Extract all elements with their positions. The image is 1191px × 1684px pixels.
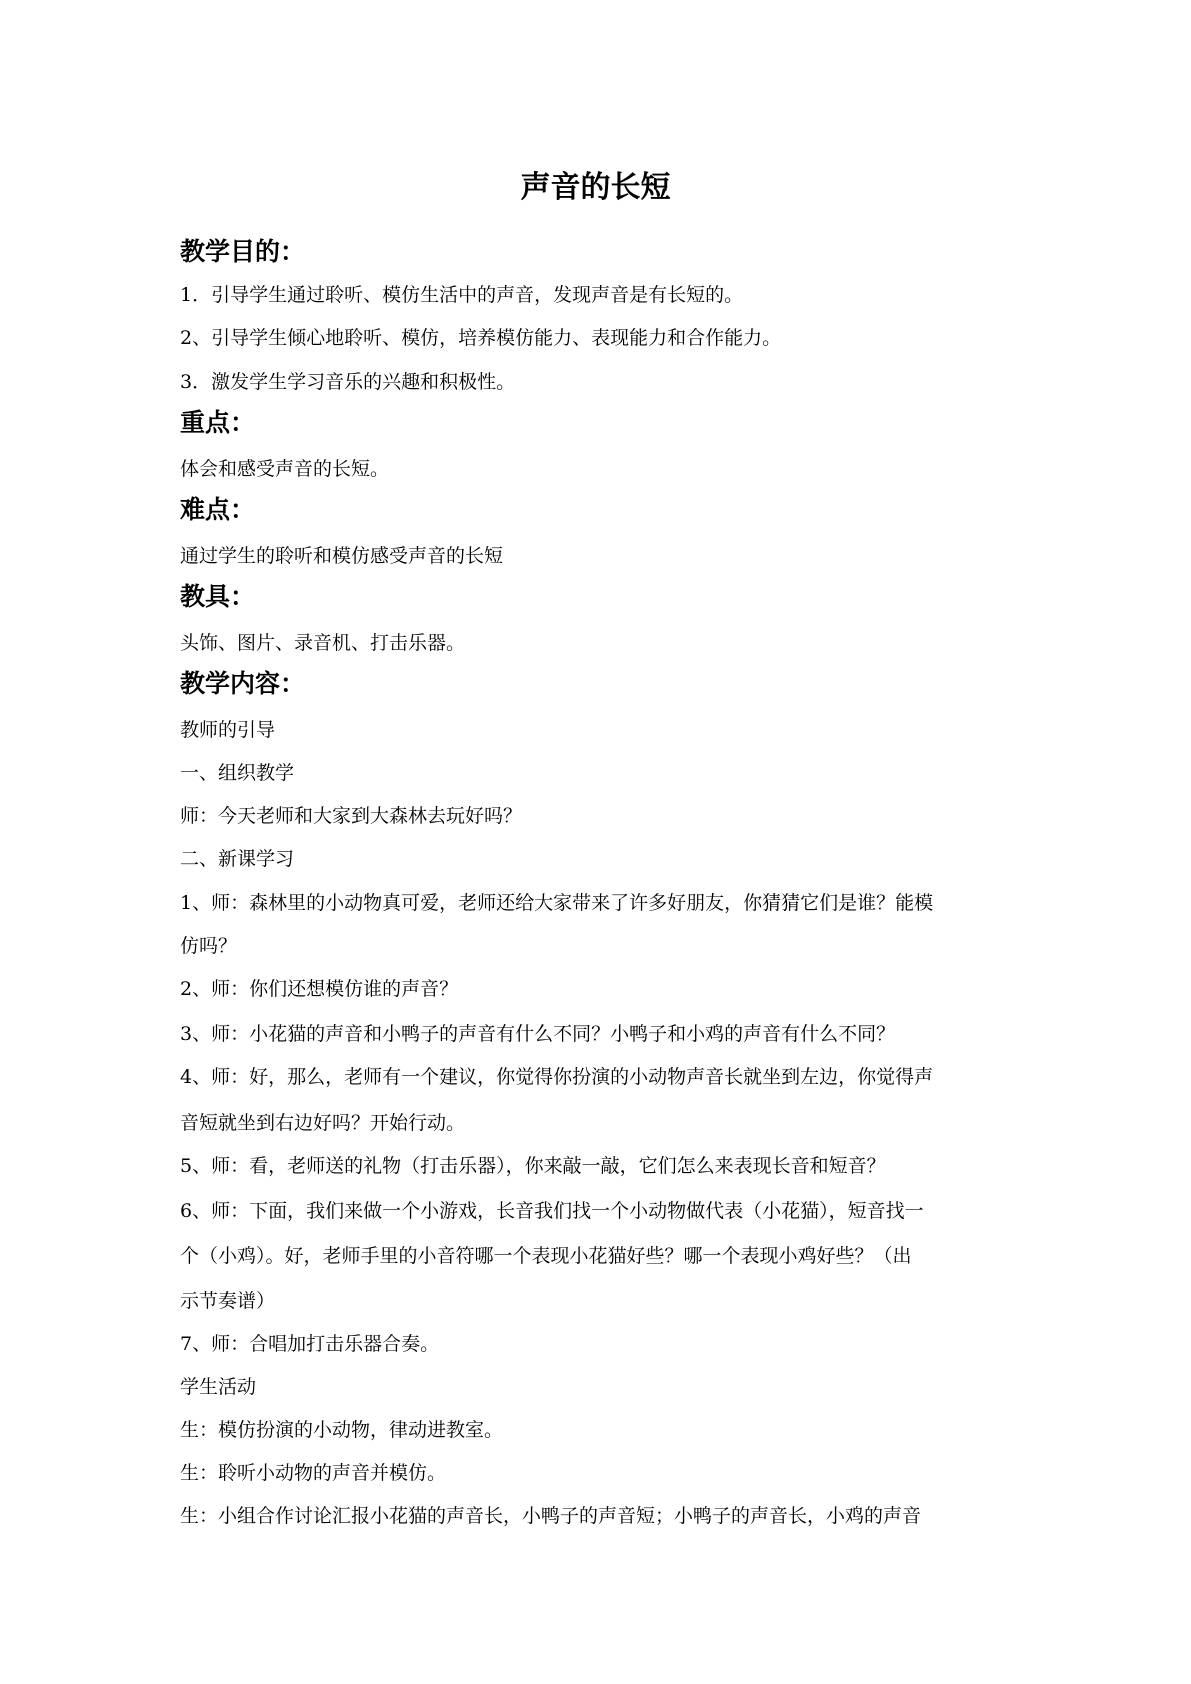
- content-line: 2、师：你们还想模仿谁的声音？: [180, 978, 459, 1000]
- objective-item-2: 2、引导学生倾心地聆听、模仿，培养模仿能力、表现能力和合作能力。: [180, 327, 782, 349]
- content-line: 学生活动: [180, 1376, 257, 1398]
- document-title: 声音的长短: [520, 170, 671, 205]
- content-line: 5、师：看，老师送的礼物（打击乐器），你来敲一敲，它们怎么来表现长音和短音？: [180, 1155, 886, 1177]
- content-line: 师：今天老师和大家到大森林去玩好吗？: [180, 805, 523, 827]
- content-line: 生：小组合作讨论汇报小花猫的声音长，小鸭子的声音短；小鸭子的声音长，小鸡的声音: [180, 1505, 922, 1527]
- content-line: 6、师：下面，我们来做一个小游戏，长音我们找一个小动物做代表（小花猫），短音找一: [180, 1200, 924, 1222]
- teaching-aids-heading: 教具：: [180, 582, 256, 611]
- content-line: 仿吗？: [180, 935, 238, 957]
- teaching-aids-text: 头饰、图片、录音机、打击乐器。: [180, 632, 466, 654]
- content-line: 7、师：合唱加打击乐器合奏。: [180, 1333, 440, 1355]
- key-points-heading: 重点：: [180, 408, 256, 437]
- content-line: 1、师：森林里的小动物真可爱，老师还给大家带来了许多好朋友，你猜猜它们是谁？能模: [180, 892, 934, 914]
- content-line: 音短就坐到右边好吗？开始行动。: [180, 1112, 466, 1134]
- objective-item-3: 3．激发学生学习音乐的兴趣和积极性。: [180, 371, 516, 393]
- difficulties-heading: 难点：: [180, 495, 256, 524]
- key-points-text: 体会和感受声音的长短。: [180, 458, 390, 480]
- content-line: 教师的引导: [180, 719, 276, 741]
- content-line: 示节奏谱）: [180, 1290, 276, 1312]
- difficulties-text: 通过学生的聆听和模仿感受声音的长短: [180, 545, 504, 567]
- content-heading: 教学内容：: [180, 669, 306, 698]
- content-line: 生：模仿扮演的小动物，律动进教室。: [180, 1419, 504, 1441]
- content-line: 3、师：小花猫的声音和小鸭子的声音有什么不同？小鸭子和小鸡的声音有什么不同？: [180, 1023, 896, 1045]
- objective-item-1: 1．引导学生通过聆听、模仿生活中的声音，发现声音是有长短的。: [180, 284, 744, 306]
- content-line: 4、师：好，那么，老师有一个建议，你觉得你扮演的小动物声音长就坐到左边，你觉得声: [180, 1066, 934, 1088]
- content-line: 一、组织教学: [180, 762, 295, 784]
- objectives-heading: 教学目的：: [180, 237, 306, 266]
- content-line: 生：聆听小动物的声音并模仿。: [180, 1462, 447, 1484]
- content-line: 二、新课学习: [180, 848, 295, 870]
- content-line: 个（小鸡）。好，老师手里的小音符哪一个表现小花猫好些？哪一个表现小鸡好些？（出: [180, 1245, 912, 1267]
